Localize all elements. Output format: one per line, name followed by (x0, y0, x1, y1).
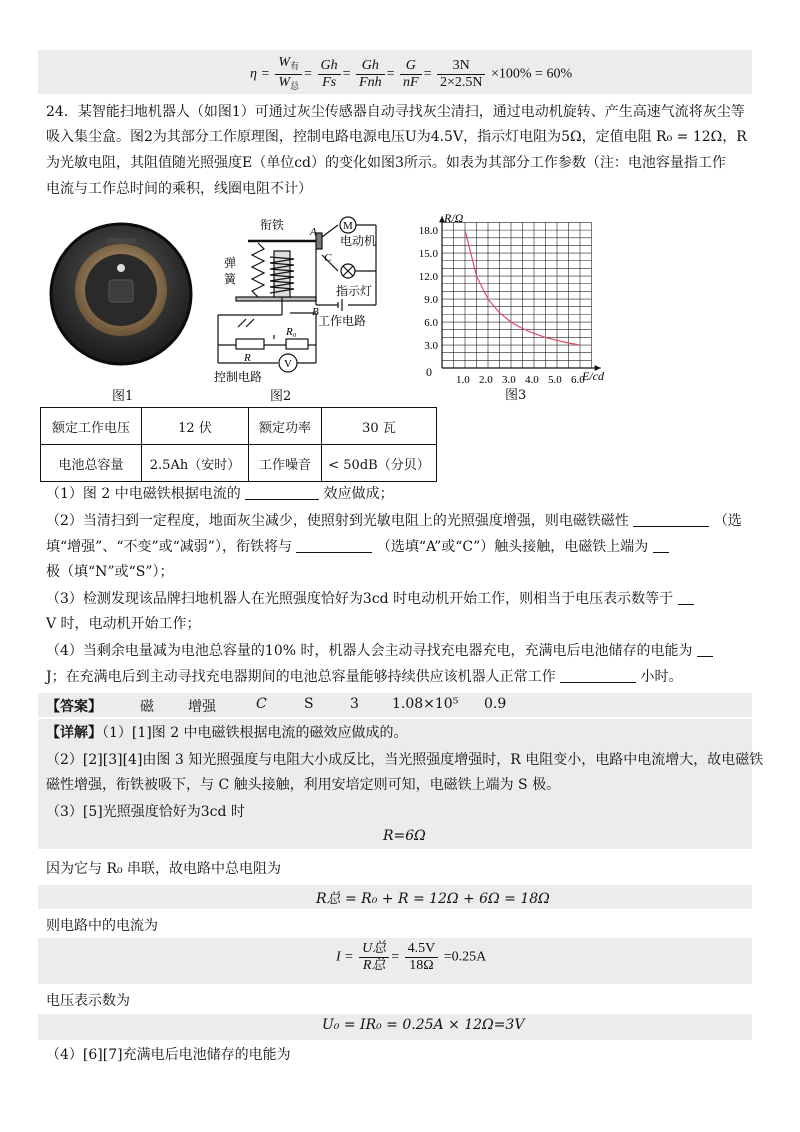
y-tick-label: 15.0 (418, 248, 438, 261)
explain-text: （1）[1]图 2 中电磁铁根据电流的磁效应做成的。 (102, 725, 408, 741)
answer-row (38, 693, 752, 717)
explain-line-5: 因为它与 R₀ 串联，故电路中总电阻为 (46, 861, 282, 877)
control-circuit-label: 控制电路 (214, 370, 263, 384)
circuit-diagram-figure (208, 215, 408, 385)
answer-blank[interactable] (697, 642, 713, 657)
subquestion-text: 效应做成； (323, 486, 394, 502)
formula-lhs: η = (250, 66, 270, 82)
question-line-3: 为光敏电阻，其阻值随光照强度E（单位cd）的变化如图3所示。如表为其部分工作参数（注：电池容量指工作 (46, 155, 726, 171)
subquestion-text: （2）当清扫到一定程度，地面灰尘减少，使照射到光敏电阻上的光照强度增强，则电磁铁磁性 (46, 513, 629, 529)
answer-blank[interactable] (678, 590, 694, 605)
spring-label-1: 弹 (224, 256, 237, 270)
table-cell: 额定功率 (249, 408, 322, 445)
r-label: R (244, 352, 251, 364)
voltmeter-label: V (284, 358, 292, 370)
table-row (41, 445, 437, 482)
explain-line-3: 磁性增强，衔铁被吸下，与 C 触头接触，利用安培定则可知，电磁铁上端为 S 极。 (46, 777, 561, 793)
subquestion-2-line-3: 极（填“N”或“S”）； (46, 564, 174, 580)
x-tick-label: 6.0 (571, 374, 585, 386)
robot-vacuum-figure (46, 220, 196, 370)
frac-num: W (278, 55, 291, 70)
frac-den-sub: 总 (290, 81, 300, 91)
subquestion-3-line-2: V 时，电动机开始工作； (46, 616, 201, 632)
x-tick-label: 1.0 (456, 374, 470, 386)
subquestion-2-line-1 (46, 510, 742, 532)
answer-item: 磁 (140, 699, 154, 715)
frac-den: nF (403, 75, 419, 90)
work-circuit-label: 工作电路 (318, 314, 367, 328)
eq-tail: =0.25A (443, 949, 487, 965)
table-cell: 工作噪音 (249, 445, 322, 482)
table-cell: < 50dB（分贝） (322, 445, 437, 482)
frac-num: U总 (359, 941, 389, 958)
contact-a-label: A (310, 226, 317, 238)
answer-blank[interactable] (245, 485, 319, 500)
question-line-2: 吸入集尘盒。图2为其部分工作原理图，控制电路电源电压U为4.5V，指示灯电阻为5Ω，定值电阻 R₀ = 12Ω，R (46, 129, 747, 145)
equation-current: I = $\frac{\text{U总}}{\text{R总}}$ = $\frac{4.5V}{18\Omega}$ =0.25A (336, 941, 487, 973)
answer-item: 增强 (188, 699, 216, 715)
explain-label: 【详解】 (46, 725, 102, 741)
frac-num: 4.5V (405, 941, 439, 958)
x-tick-label: 3.0 (502, 374, 516, 386)
answer-item: 3 (350, 696, 359, 712)
subquestion-text: （选填“A”或“C”）触头接触，电磁铁上端为 (376, 539, 649, 555)
subquestion-text: 小时。 (640, 669, 683, 685)
explain-line-6: 则电路中的电流为 (46, 918, 158, 934)
y-tick-label: 12.0 (418, 271, 438, 284)
chart-origin-label: 0 (426, 365, 432, 379)
motor-symbol-label: M (343, 220, 353, 232)
explain-line-2: （2）[2][3][4]由图 3 知光照强度与电阻大小成反比，当光照强度增强时，R 电阻变小，电路中电流增大，故电磁铁 (46, 752, 764, 768)
figure-3-caption: 图3 (505, 388, 527, 403)
question-line-4: 电流与工作总时间的乘积，线圈电阻不计） (46, 181, 312, 197)
frac-den: 18Ω (409, 958, 434, 973)
subquestion-3-line-1 (46, 588, 694, 610)
chart-x-label: E/cd (582, 369, 604, 383)
chart-ticks (419, 225, 586, 386)
indicator-label: 指示灯 (336, 284, 373, 298)
armature-label: 衔铁 (260, 218, 285, 232)
eq-lhs: I = (336, 949, 354, 965)
answer-blank[interactable] (653, 538, 669, 553)
r0-label: R₀ (286, 326, 297, 338)
parameter-table (40, 407, 437, 482)
y-tick-label: 9.0 (424, 294, 438, 307)
chart-y-label: R/Ω (444, 211, 464, 225)
figure-2-caption: 图2 (270, 389, 292, 404)
resistance-vs-illuminance-chart (406, 210, 616, 392)
frac-num: 3N (437, 58, 486, 75)
subquestion-text: （3）检测发现该品牌扫地机器人在光照强度恰好为3cd 时电动机开始工作，则相当于电压表示数等于 (46, 591, 674, 607)
subquestion-1 (46, 483, 394, 505)
frac-num: Gh (318, 58, 341, 75)
motor-label: 电动机 (340, 234, 377, 248)
table-cell: 30 瓦 (322, 408, 437, 445)
chart-axes (439, 216, 601, 371)
subquestion-4-line-1 (46, 640, 713, 662)
frac-num: Gh (356, 58, 385, 75)
chart-grid (442, 222, 592, 368)
table-row (41, 408, 437, 445)
equation-total-r: R总 = R₀ + R = 12Ω + 6Ω = 18Ω (316, 891, 550, 907)
subquestion-text: （选 (713, 513, 742, 529)
frac-num: G (400, 58, 422, 75)
y-tick-label: 3.0 (424, 340, 438, 353)
answer-item: S (304, 696, 314, 712)
answer-item: 0.9 (484, 696, 507, 712)
answer-blank[interactable] (633, 512, 709, 527)
y-tick-label: 18.0 (418, 225, 438, 238)
equation-voltage: U₀ = IR₀ = 0.25A × 12Ω=3V (322, 1017, 525, 1033)
frac-den: Fs (322, 75, 337, 90)
explain-line-1 (46, 722, 408, 744)
frac-den: 2×2.5N (439, 75, 483, 90)
frac-den: Fnh (359, 75, 382, 90)
table-cell: 额定工作电压 (41, 408, 142, 445)
subquestion-4-line-2 (46, 666, 683, 688)
efficiency-formula: η = $\frac{W_有}{W_总}$ = $\frac{Gh}{Fs}$ = $\frac{Gh}{\text{Fnh}}$ = $\frac{G}{nF}$ = $\frac{3N}{2\times 2.5N}$ ×100% = 60% (250, 55, 573, 91)
formula-tail: ×100% = 60% (490, 66, 573, 82)
answer-blank[interactable] (296, 538, 372, 553)
frac-den: W (278, 75, 291, 90)
contact-b-label: B (312, 306, 319, 318)
subquestion-text: （1）图 2 中电磁铁根据电流的 (46, 486, 241, 502)
answer-item: C (256, 696, 267, 712)
subquestion-text: （4）当剩余电量减为电池总容量的10% 时，机器人会主动寻找充电器充电，充满电后电池储存的电能为 (46, 643, 693, 659)
x-tick-label: 5.0 (548, 374, 562, 386)
question-line-1: 24．某智能扫地机器人（如图1）可通过灰尘传感器自动寻找灰尘清扫，通过电动机旋转、产生高速气流将灰尘等 (46, 104, 745, 120)
frac-num-sub: 有 (290, 61, 300, 71)
subquestion-2-line-2 (46, 536, 669, 558)
explain-line-7: 电压表示数为 (46, 993, 130, 1009)
spring-label-2: 簧 (224, 272, 237, 286)
table-cell: 电池总容量 (41, 445, 142, 482)
figure-1-caption: 图1 (112, 389, 134, 404)
equation-r: R=6Ω (383, 828, 426, 844)
frac-den: R总 (362, 958, 386, 973)
x-tick-label: 4.0 (525, 374, 539, 386)
explain-line-4: （3）[5]光照强度恰好为3cd 时 (46, 804, 245, 820)
x-tick-label: 2.0 (479, 374, 493, 386)
y-tick-label: 6.0 (424, 317, 438, 330)
subquestion-text: J；在充满电后到主动寻找充电器期间的电池总容量能够持续供应该机器人正常工作 (46, 669, 556, 685)
answer-item: 1.08×10⁵ (392, 696, 459, 712)
answer-label: 【答案】 (46, 699, 102, 715)
contact-c-label: C (324, 252, 332, 264)
answer-blank[interactable] (560, 668, 636, 683)
table-cell: 12 伏 (142, 408, 249, 445)
explain-line-8: （4）[6][7]充满电后电池储存的电能为 (46, 1047, 291, 1063)
subquestion-text: 填“增强”、“不变”或“减弱”），衔铁将与 (46, 539, 292, 555)
table-cell: 2.5Ah（安时） (142, 445, 249, 482)
